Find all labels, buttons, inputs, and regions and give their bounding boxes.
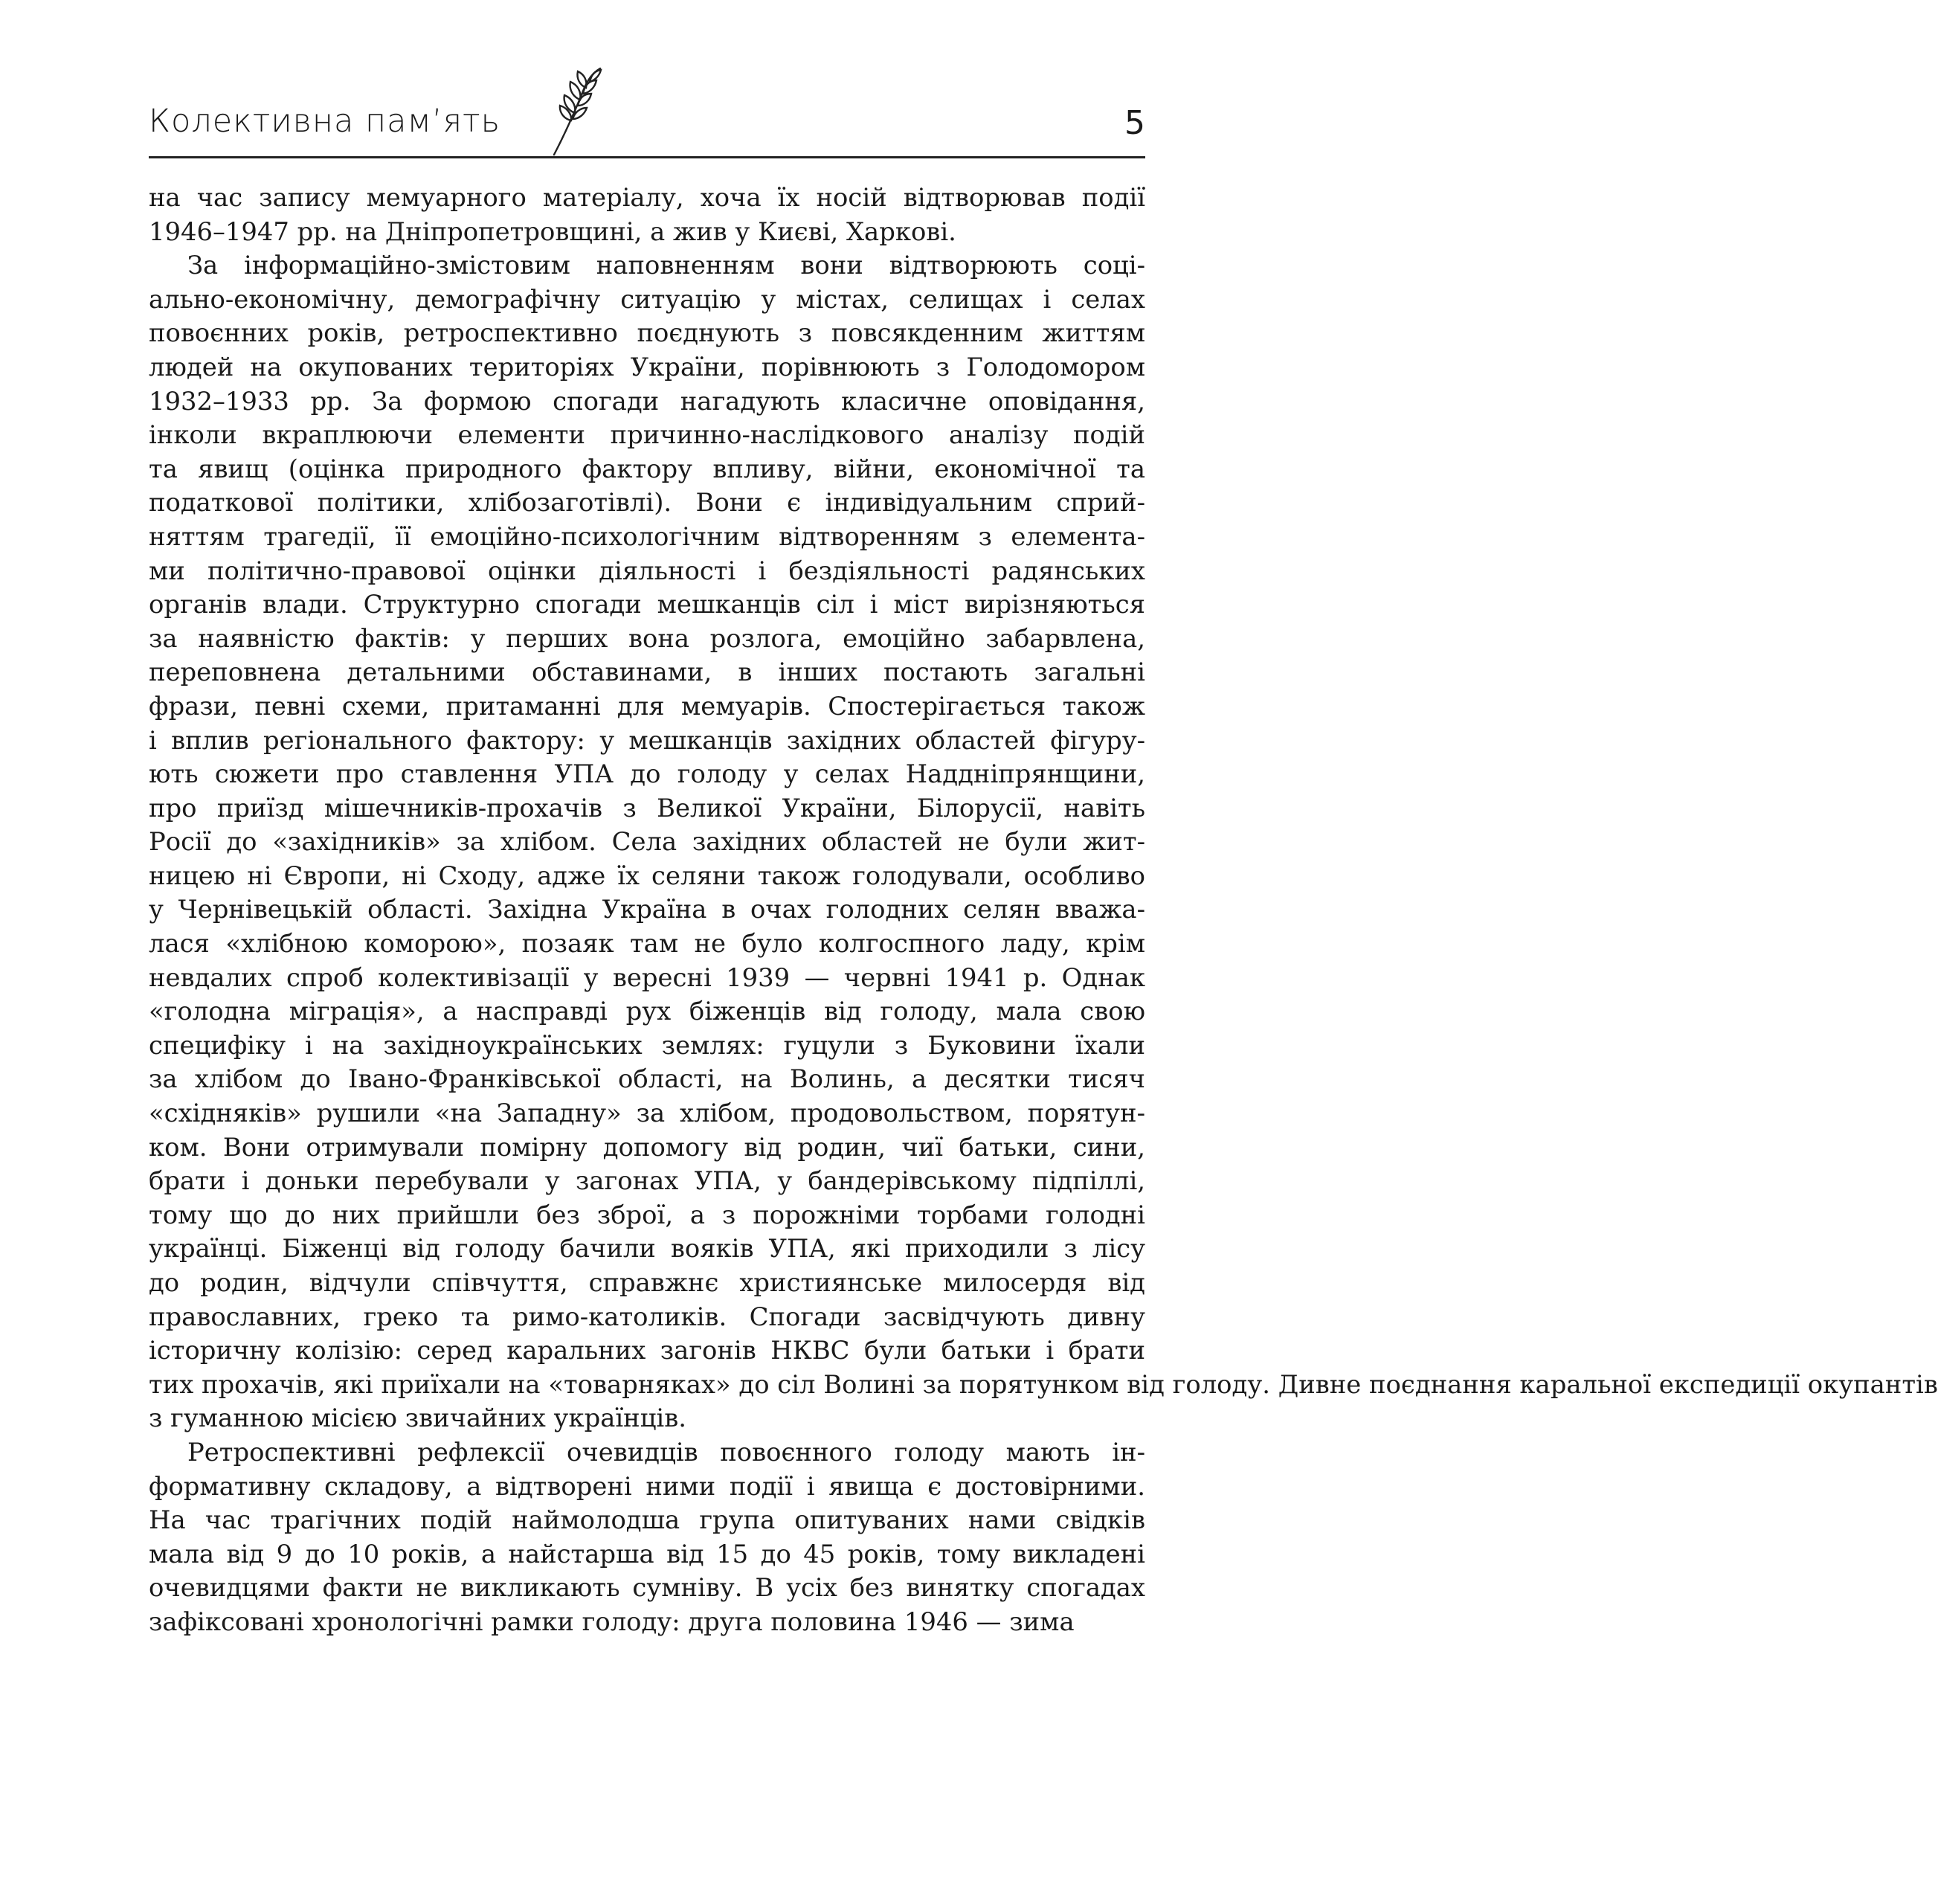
text-line: На час трагічних подій наймолодша група опитуваних нами свідків (149, 1505, 1145, 1535)
text-line: до родин, відчули співчуття, справжнє християнське милосердя від (149, 1268, 1145, 1297)
text-line: Ретроспективні рефлексії очевидців повоєнного голоду мають ін- (187, 1437, 1145, 1467)
text-line: няттям трагедії, її емоційно-психологічним відтворенням з елемента- (149, 521, 1145, 551)
text-line: органів влади. Структурно спогади мешканців сіл і міст вирізняються (149, 590, 1145, 620)
text-line: «східняків» рушили «на Западну» за хлібом, продовольством, порятун- (149, 1099, 1145, 1128)
text-line: за наявністю фактів: у перших вона розлога, емоційно забарвлена, (149, 623, 1145, 653)
running-header-title: Колективна пам’ять (149, 103, 500, 140)
text-line: за хлібом до Івано-Франківської області, на Волинь, а десятки тисяч (149, 1064, 1145, 1094)
text-line: невдалих спроб колективізації у вересні 1939 — червні 1941 р. Однак (149, 962, 1145, 992)
text-line: мала від 9 до 10 років, а найстарша від 15 до 45 років, тому викладені (149, 1539, 1145, 1569)
text-line: Росії до «західників» за хлібом. Села західних областей не були жит- (149, 827, 1145, 857)
wheat-ear-icon (548, 67, 608, 156)
text-line: зафіксовані хронологічні рамки голоду: друга половина 1946 — зима (149, 1606, 1075, 1636)
text-line: брати і доньки перебували у загонах УПА, у бандерівському підпіллі, (149, 1166, 1145, 1196)
text-line: податкової політики, хлібозаготівлі). Вони є індивідуальним сприй- (149, 488, 1145, 518)
text-line: та явищ (оцінка природного фактору впливу, війни, економічної та (149, 454, 1145, 483)
text-line: лася «хлібною коморою», позаяк там не було колгоспного ладу, крім (149, 929, 1145, 959)
text-line: повоєнних років, ретроспективно поєднують з повсякденним життям (149, 318, 1145, 348)
text-line: ально-економічну, демографічну ситуацію у містах, селищах і селах (149, 284, 1145, 314)
text-line: 1932–1933 рр. За формою спогади нагадують класичне оповідання, (149, 386, 1145, 416)
text-line: очевидцями факти не викликають сумніву. В усіх без винятку спогадах (149, 1573, 1145, 1603)
text-line: ком. Вони отримували помірну допомогу від родин, чиї батьки, сини, (149, 1132, 1145, 1162)
text-line: історичну колізію: серед каральних загонів НКВС були батьки і брати (149, 1336, 1145, 1366)
text-line: «голодна міграція», а насправді рух біженців від голоду, мала свою (149, 997, 1145, 1026)
text-line: ють сюжети про ставлення УПА до голоду у селах Наддніпрянщини, (149, 759, 1145, 789)
text-line: переповнена детальними обставинами, в інших постають загальні (149, 657, 1145, 687)
paragraph (149, 181, 1145, 248)
text-line: інколи вкраплюючи елементи причинно-наслідкового аналізу подій (149, 420, 1145, 450)
text-line: 1946–1947 рр. на Дніпропетровщині, а жив у Києві, Харкові. (149, 216, 956, 246)
text-line: За інформаційно-змістовим наповненням вони відтворюють соці- (187, 251, 1145, 280)
text-line: і вплив регіонального фактору: у мешканців західних областей фігуру- (149, 725, 1145, 755)
running-header (149, 67, 1145, 164)
text-line: з гуманною місією звичайних українців. (149, 1403, 687, 1433)
text-line: тому що до них прийшли без зброї, а з порожніми торбами голодні (149, 1200, 1145, 1229)
text-line: ми політично-правової оцінки діяльності і бездіяльності радянських (149, 556, 1145, 585)
page-number: 5 (1124, 104, 1145, 142)
text-line: православних, греко та римо-католиків. Спогади засвідчують дивну (149, 1302, 1145, 1331)
text-line: ницею ні Європи, ні Сходу, адже їх селяни також голодували, особливо (149, 861, 1145, 890)
text-line: про приїзд мішечників-прохачів з Великої України, Білорусії, навіть (149, 793, 1145, 823)
paragraph (149, 1435, 1145, 1639)
text-line: людей на окупованих територіях України, порівнюють з Голодомором (149, 352, 1145, 382)
body-text (149, 181, 1938, 1639)
header-rule (149, 156, 1145, 158)
text-line: українці. Біженці від голоду бачили вояків УПА, які приходили з лісу (149, 1234, 1145, 1264)
text-line: на час запису мемуарного матеріалу, хоча їх носій відтворював події (149, 183, 1145, 212)
text-line: специфіку і на західноукраїнських землях: гуцули з Буковини їхали (149, 1030, 1145, 1060)
text-line: у Чернівецькій області. Західна Україна в очах голодних селян вважа- (149, 895, 1145, 924)
paragraph (149, 248, 1938, 1435)
text-line: тих прохачів, які приїхали на «товарняках» до сіл Волині за порятунком від голоду. Дивне поєднання каральної експедиції окупантів (149, 1369, 1938, 1399)
text-line: формативну складову, а відтворені ними події і явища є достовірними. (149, 1471, 1145, 1501)
text-line: фрази, певні схеми, притаманні для мемуарів. Спостерігається також (149, 691, 1145, 721)
